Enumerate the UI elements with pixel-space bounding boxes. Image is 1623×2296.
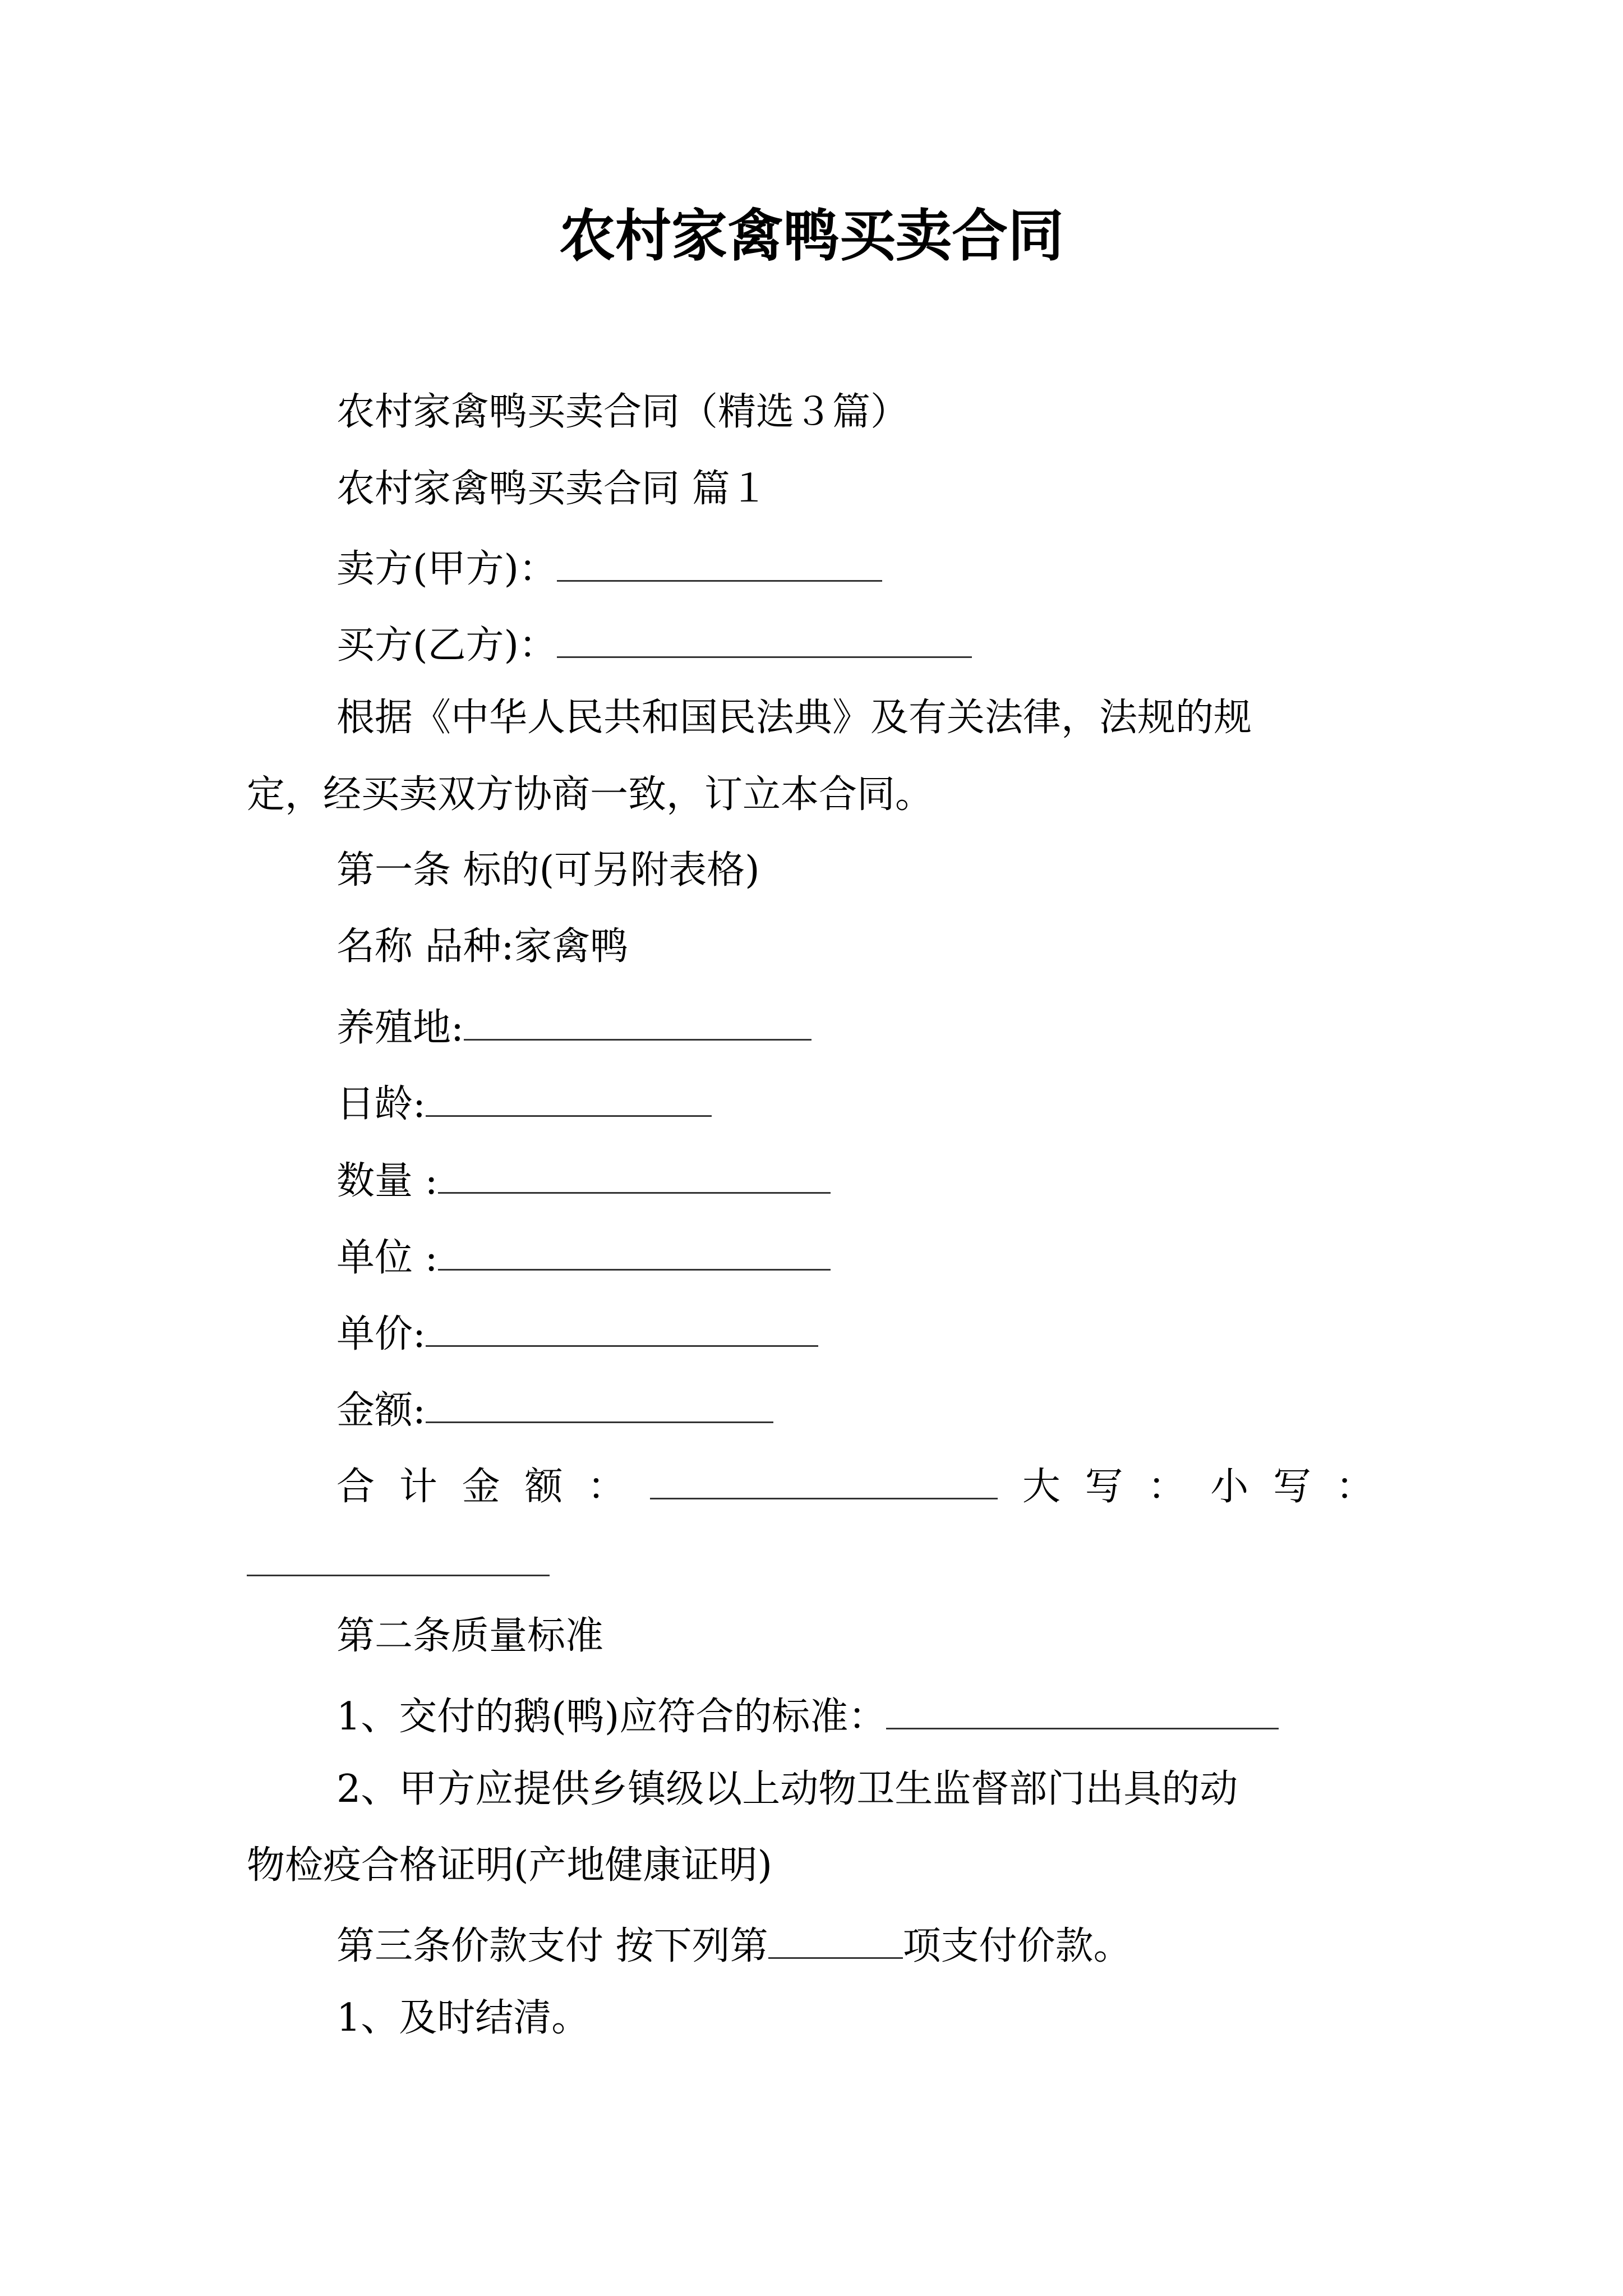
unit-label: 单位 : — [336, 1236, 438, 1280]
lower-char: ： — [1335, 1465, 1374, 1509]
name-variety: 名称 品种:家禽鸭 — [336, 924, 629, 969]
quantity-line — [336, 1152, 831, 1207]
total-char: 金 — [462, 1465, 500, 1509]
lower-char: 小 — [1210, 1465, 1249, 1509]
total-amount-blank — [650, 1457, 998, 1499]
age-label: 日龄: — [336, 1082, 426, 1126]
payment-item-1: 1、及时结清。 — [336, 1996, 590, 2040]
amount-blank — [426, 1381, 773, 1423]
part-heading: 农村家禽鸭买卖合同 篇１ — [336, 467, 768, 511]
quantity-blank — [438, 1152, 831, 1194]
unit-price-blank — [426, 1305, 818, 1347]
article-3-text-pre: 第三条价款支付 按下列第 — [336, 1924, 768, 1968]
article-2-heading: 第二条质量标准 — [336, 1614, 604, 1658]
upper-char: 大 — [1022, 1465, 1061, 1509]
unit-price-label: 单价: — [336, 1312, 426, 1356]
amount-line — [336, 1381, 773, 1436]
farm-label: 养殖地: — [336, 1006, 464, 1050]
subtitle: 农村家禽鸭买卖合同（精选３篇） — [336, 390, 909, 434]
seller-blank — [557, 540, 882, 582]
payment-option-blank — [768, 1917, 903, 1959]
total-char: 计 — [399, 1465, 437, 1509]
lower-case-blank-line — [247, 1534, 550, 1589]
farm-line — [336, 999, 811, 1053]
amount-label: 金额: — [336, 1388, 426, 1433]
quality-item-2-line-2: 物检疫合格证明(产地健康证明) — [247, 1843, 773, 1888]
quantity-label: 数量 : — [336, 1159, 438, 1203]
basis-line-2: 定，经买卖双方协商一致，订立本合同。 — [247, 772, 934, 817]
unit-blank — [438, 1228, 831, 1271]
age-blank — [426, 1075, 712, 1117]
total-amount-line — [336, 1457, 1374, 1512]
document-title: 农村家禽鸭买卖合同 — [559, 203, 1064, 269]
lower-char: 写 — [1273, 1465, 1312, 1509]
buyer-label: 买方(乙方)： — [336, 623, 557, 668]
article-1-heading: 第一条 标的(可另附表格) — [336, 848, 760, 892]
quality-item-1 — [336, 1687, 1279, 1742]
upper-char: 写 — [1085, 1465, 1123, 1509]
buyer-blank — [557, 616, 972, 658]
total-char: ： — [587, 1465, 626, 1509]
quality-standard-blank — [886, 1687, 1279, 1729]
buyer-line — [336, 616, 972, 671]
article-3-text-post: 项支付价款。 — [902, 1924, 1132, 1968]
article-3-line — [336, 1917, 1132, 1972]
age-line — [336, 1075, 712, 1130]
total-char: 合 — [336, 1465, 375, 1509]
lower-case-blank — [247, 1534, 550, 1576]
unit-line — [336, 1228, 831, 1283]
unit-price-line — [336, 1305, 818, 1360]
quality-item-1-text: 1、交付的鹅(鸭)应符合的标准： — [336, 1695, 887, 1739]
quality-item-2-line-1: 2、甲方应提供乡镇级以上动物卫生监督部门出具的动 — [336, 1767, 1238, 1811]
seller-line — [336, 540, 882, 595]
farm-blank — [464, 999, 811, 1041]
total-char: 额 — [524, 1465, 563, 1509]
seller-label: 卖方(甲方)： — [336, 547, 557, 591]
basis-line-1: 根据《中华人民共和国民法典》及有关法律，法规的规 — [336, 696, 1252, 740]
upper-char: ： — [1147, 1465, 1186, 1509]
